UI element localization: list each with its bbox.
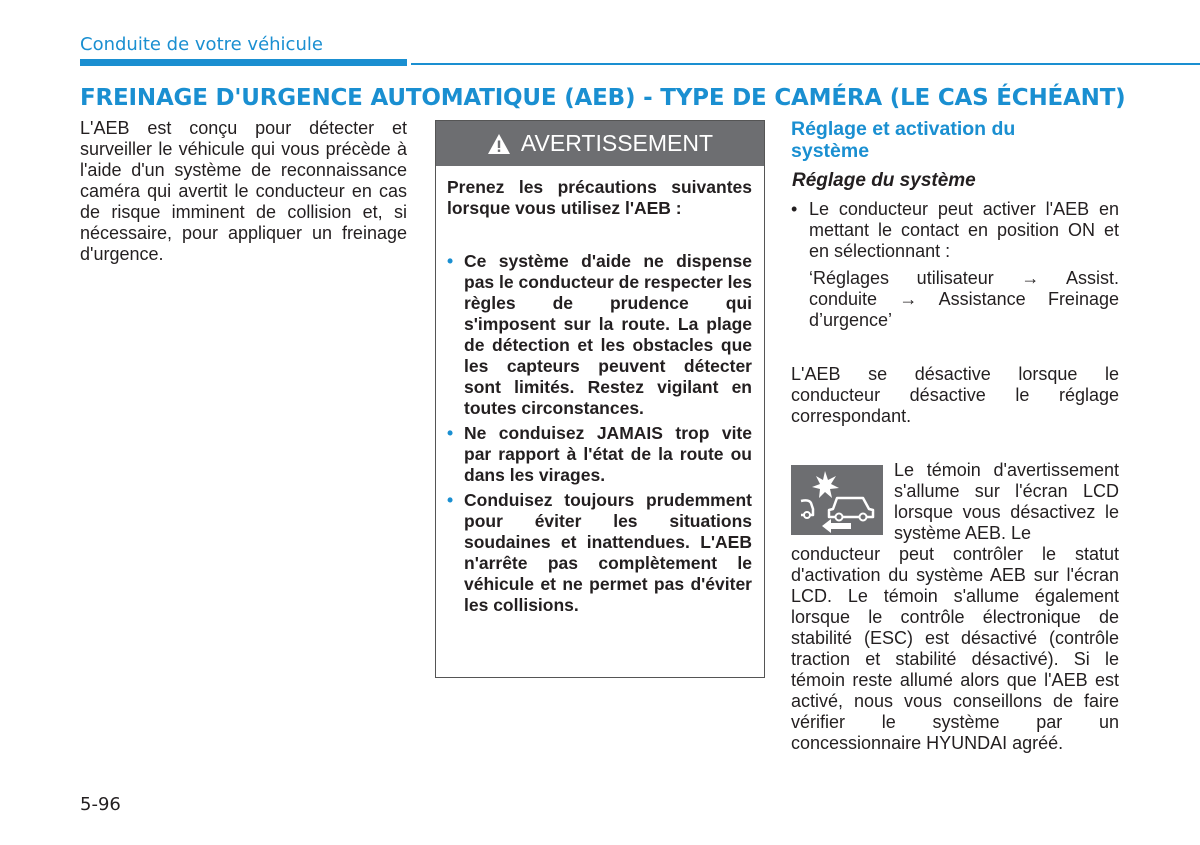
page-title: FREINAGE D'URGENCE AUTOMATIQUE (AEB) - TYPE DE CAMÉRA (LE CAS ÉCHÉANT)	[80, 85, 1126, 111]
warning-item-text: Conduisez toujours prudemment pour éviter les situations soudaines et inattendues. L'AEB n'arrête pas complètement le véhicule et ne permet pas d'éviter les collisions.	[464, 490, 752, 615]
warning-intro: Prenez les précautions suivantes lorsque vous utilisez l'AEB :	[447, 177, 752, 218]
indicator-paragraph: Le témoin d'avertissement s'allume sur l'écran LCD lorsque vous désactivez le système AEB. Le	[894, 460, 1119, 543]
warning-box	[435, 120, 765, 678]
section-title: Conduite de votre véhicule	[80, 34, 323, 55]
warning-item	[447, 251, 752, 419]
warning-item	[447, 423, 752, 486]
warning-list	[447, 251, 752, 620]
deactivation-paragraph: L'AEB se désactive lorsque le conducteur désactive le réglage correspondant.	[791, 364, 1119, 426]
section-subheading: Réglage du système	[792, 170, 976, 191]
settings-list	[791, 199, 1119, 262]
warning-item-text: Ne conduisez JAMAIS trop vite par rapport à l'état de la route ou dans les virages.	[464, 423, 752, 485]
warning-header-label: AVERTISSEMENT	[520, 130, 714, 156]
bullet-icon: •	[791, 199, 798, 219]
warning-header	[436, 121, 764, 166]
bullet-icon: •	[447, 251, 454, 271]
bullet-icon: •	[447, 490, 454, 510]
warning-triangle-icon	[487, 133, 511, 155]
settings-menu-path: ‘Réglages utilisateur → Assist. conduite → Assistance Freinage d’urgence’	[809, 268, 1119, 330]
header-rule-thick	[80, 59, 407, 66]
list-item-text: Le conducteur peut activer l'AEB en mettant le contact en position ON et en sélectionnant :	[809, 199, 1119, 261]
warning-item	[447, 490, 752, 616]
aeb-warning-light-icon	[791, 465, 883, 535]
indicator-paragraph-continued: conducteur peut contrôler le statut d'activation du système AEB sur l'écran LCD. Le témoin s'allume également lorsque le contrôle électronique de stabilité (ESC) est désactivé (contrôle traction et stabilité désactivé). Si le témoin reste allumé alors que l'AEB est activé, nous vous conseillons de faire vérifier le système par un concessionnaire HYUNDAI agréé.	[791, 544, 1119, 753]
page-number: 5-96	[80, 794, 121, 815]
list-item	[791, 199, 1119, 262]
warning-item-text: Ce système d'aide ne dispense pas le conducteur de respecter les règles de prudence qui s'imposent sur la route. La plage de détection et les obstacles que les capteurs peuvent détecter sont limités. Restez vigilant en toutes circonstances.	[464, 251, 752, 418]
header-rule-thin	[411, 63, 1200, 65]
bullet-icon: •	[447, 423, 454, 443]
section-heading: Réglage et activation du système	[791, 118, 1016, 162]
intro-paragraph: L'AEB est conçu pour détecter et surveiller le véhicule qui vous précède à l'aide d'un système de reconnaissance caméra qui avertit le conducteur en cas de risque imminent de collision et, si nécessaire, pour appliquer un freinage d'urgence.	[80, 118, 407, 264]
